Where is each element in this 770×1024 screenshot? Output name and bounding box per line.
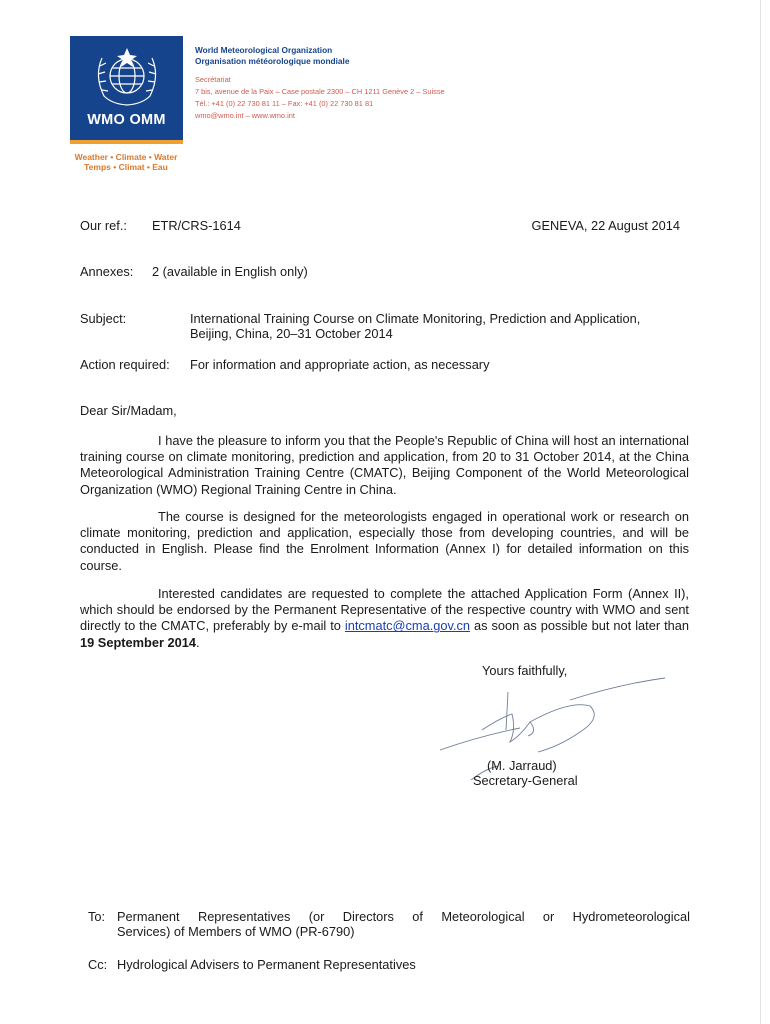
wmo-emblem-icon [92, 46, 162, 108]
cc-label: Cc: [88, 957, 108, 972]
paragraph-2-text: The course is designed for the meteorologists engaged in operational work or research on climate monitoring, prediction and application, especially those from developing countries, and will be conducted in English. Please find the Enrolment Information (Annex I) for detailed information on this course. [80, 509, 689, 573]
subject-label: Subject: [80, 311, 127, 326]
org-address: 7 bis, avenue de la Paix – Case postale 2300 – CH 1211 Genève 2 – Suisse [195, 87, 445, 96]
tagline-en: Weather • Climate • Water [74, 152, 178, 162]
signatory-title: Secretary-General [473, 773, 578, 788]
subject-line-2: Beijing, China, 20–31 October 2014 [190, 326, 393, 341]
logo-text: WMO OMM [87, 112, 166, 128]
place-date: GENEVA, 22 August 2014 [531, 218, 680, 233]
org-name-en: World Meteorological Organization [195, 45, 333, 55]
action-value: For information and appropriate action, as necessary [190, 357, 490, 372]
cc-value: Hydrological Advisers to Permanent Representatives [117, 957, 416, 972]
paragraph-1-text: I have the pleasure to inform you that the People's Republic of China will host an international training course on climate monitoring, prediction and application, from 20 to 31 October 2014, at the China Meteorological Administration Training Centre (CMATC), Beijing Component of the World Meteorological Organization (WMO) Regional Training Centre in China. [80, 433, 689, 497]
deadline-date: 19 September 2014 [80, 634, 196, 650]
closing: Yours faithfully, [482, 663, 568, 678]
subject-line-1: International Training Course on Climate Monitoring, Prediction and Application, [190, 311, 641, 326]
org-secretariat: Secrétariat [195, 75, 231, 84]
to-line-1: Permanent Representatives (or Directors of Meteorological or Hydrometeorological [117, 909, 690, 924]
tagline-fr: Temps • Climat • Eau [84, 162, 168, 172]
org-phone: Tél.: +41 (0) 22 730 81 11 – Fax: +41 (0) 22 730 81 81 [195, 99, 374, 108]
org-contact: wmo@wmo.int – www.wmo.int [195, 111, 295, 120]
signatory-name: (M. Jarraud) [487, 758, 557, 773]
annexes-label: Annexes: [80, 264, 134, 279]
our-ref-value: ETR/CRS-1614 [152, 218, 241, 233]
wmo-logo [70, 36, 183, 140]
org-name-fr: Organisation météorologique mondiale [195, 56, 350, 66]
paragraph-3-end: . [195, 634, 200, 650]
annexes-value: 2 (available in English only) [152, 264, 308, 279]
paragraph-1 [80, 433, 689, 498]
page-edge-divider [760, 0, 761, 1024]
to-label: To: [88, 909, 106, 924]
email-link[interactable]: intcmatc@cma.gov.cn [344, 618, 471, 634]
our-ref-label: Our ref.: [80, 218, 127, 233]
paragraph-3-text: Interested candidates are requested to complete the attached Application Form (Annex II), which should be endorsed by the Permanent Representative of the respective country with WMO and sent directly to the CMATC, preferably by e-mail to [80, 586, 689, 634]
salutation: Dear Sir/Madam, [80, 403, 177, 418]
paragraph-3-text-cont: as soon as possible but not later than [474, 618, 689, 634]
paragraph-2 [80, 509, 689, 574]
action-label: Action required: [80, 357, 170, 372]
to-line-2: Services) of Members of WMO (PR-6790) [117, 924, 355, 939]
paragraph-3 [80, 586, 689, 651]
logo-accent-bar [70, 140, 183, 144]
